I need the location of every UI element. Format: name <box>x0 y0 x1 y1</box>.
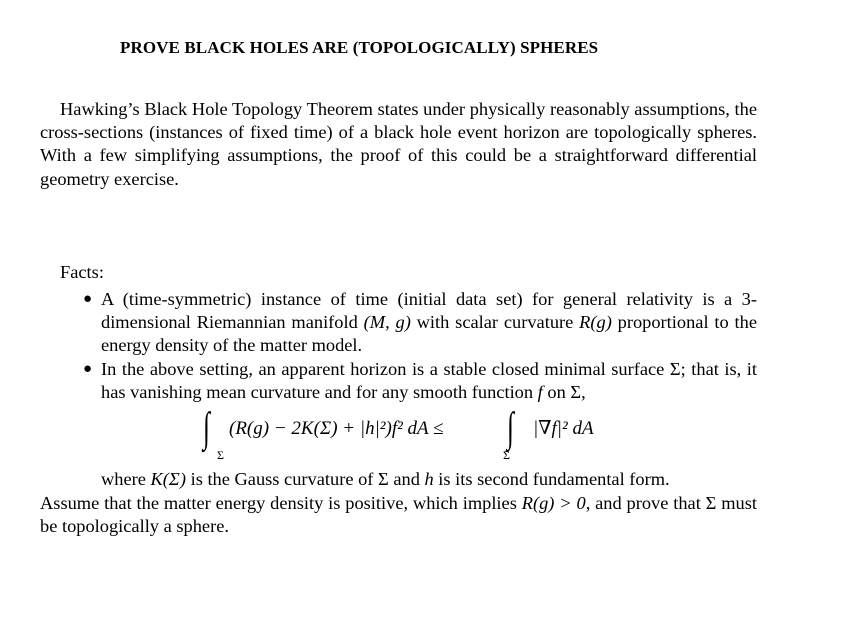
assume-text: Assume that the matter energy density is positive, which implies <box>40 493 522 513</box>
fact-text: is the Gauss curvature of <box>185 469 379 490</box>
intro-paragraph: Hawking’s Black Hole Topology Theorem states under physically reasonably assumptions, the cross-sections (instances of fixed time) of a black hole event horizon are topologically spheres. With a few simplifying assumptions, the proof of this could be a straightforward differential geometry exercise. <box>40 99 757 189</box>
fact-text: , <box>581 381 586 402</box>
math-expression: Σ <box>669 358 681 379</box>
assume-paragraph <box>40 492 757 538</box>
bullet-icon: ● <box>83 291 93 307</box>
math-expression: Σ <box>705 493 717 513</box>
facts-label: Facts: <box>60 262 104 282</box>
equation-rhs: |∇f|² dA <box>533 418 594 440</box>
fact-text: ; that is, it has vanishing mean curvature and for any smooth function <box>101 358 757 402</box>
fact-text: A (time-symmetric) instance of time (initial data set) for general relativity is a 3-dimensional Riemannian manifold <box>101 289 757 333</box>
integral-subscript: Σ <box>217 448 224 463</box>
list-item <box>83 358 757 492</box>
fact-text: is its second fundamental form. <box>433 469 670 490</box>
math-expression: Σ <box>378 469 389 490</box>
fact-text: proportional to the energy density of the matter model. <box>101 312 757 356</box>
integral-sign-icon: ∫ <box>203 405 210 452</box>
assume-text: must be topologically a sphere. <box>40 493 757 537</box>
facts-list <box>83 288 757 491</box>
bullet-icon: ● <box>83 360 93 377</box>
integral-sign-icon: ∫ <box>507 405 514 452</box>
math-expression: Σ <box>570 381 582 402</box>
assume-text: , and prove that <box>585 493 706 513</box>
fact-text: on <box>542 381 571 402</box>
stability-inequality <box>203 404 757 468</box>
where-line <box>101 468 757 491</box>
fact-text: with scalar curvature <box>410 312 580 333</box>
math-expression: h <box>424 469 434 490</box>
math-expression: K(Σ) <box>150 469 186 490</box>
math-expression: (M, g) <box>363 312 411 333</box>
math-expression: f <box>537 381 543 402</box>
list-item <box>83 288 757 358</box>
fact-text: In the above setting, an apparent horizon is a stable closed minimal surface <box>101 358 670 379</box>
math-expression: R(g) > 0 <box>521 493 586 513</box>
fact-text: and <box>388 469 425 490</box>
equation-lhs: (R(g) − 2K(Σ) + |h|²)f² dA ≤ <box>229 418 444 440</box>
integral-subscript: Σ <box>503 448 510 463</box>
math-expression: R(g) <box>579 312 612 333</box>
page-title: PROVE BLACK HOLES ARE (TOPOLOGICALLY) SPHERES <box>120 38 599 57</box>
fact-text: where <box>101 469 151 490</box>
